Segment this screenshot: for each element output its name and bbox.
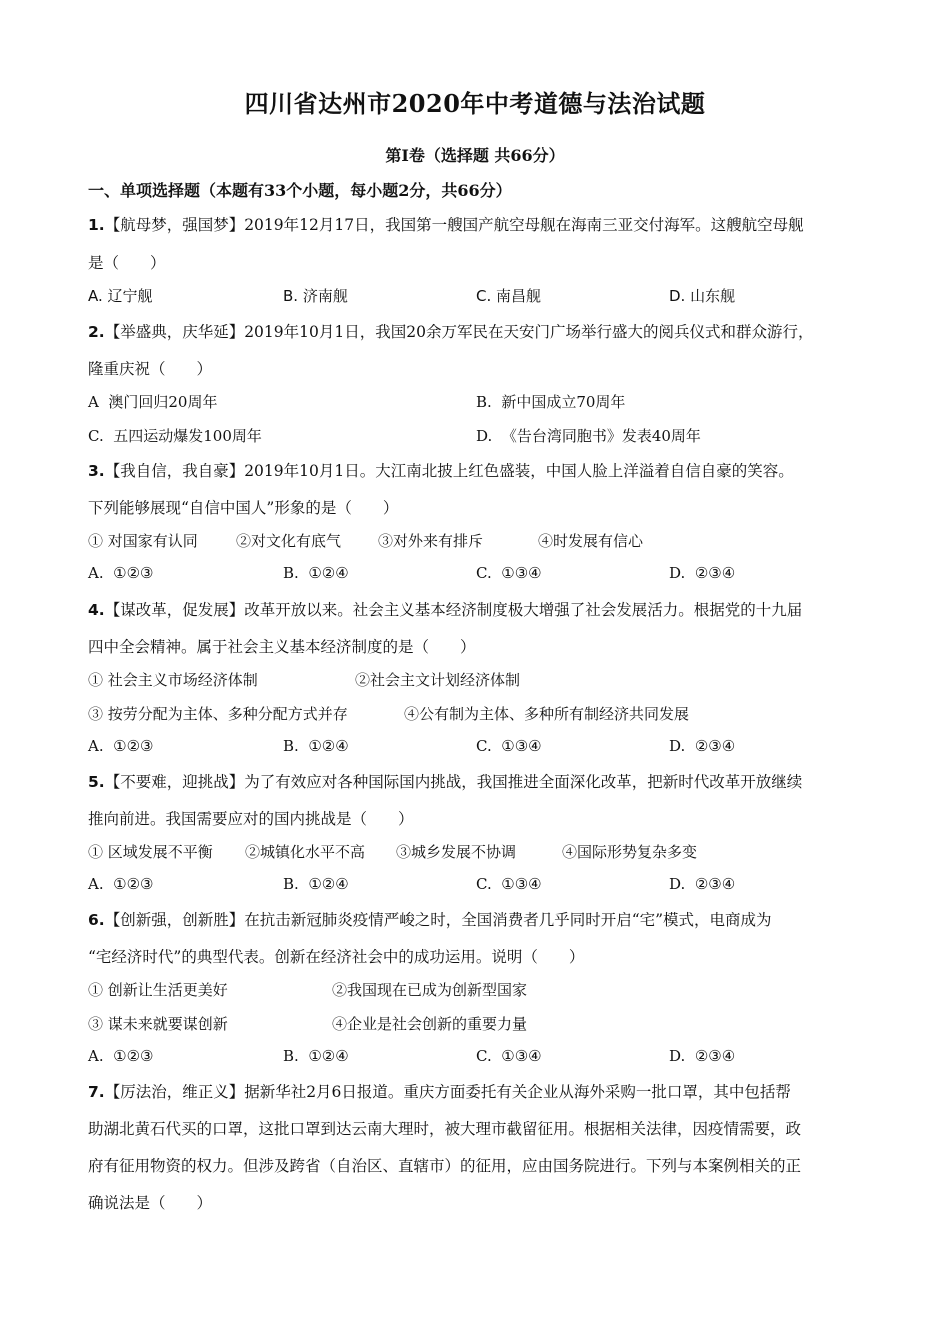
q4-option-a: A. ①②③ <box>88 737 154 755</box>
q3-item-1: ① 对国家有认同 <box>88 532 198 550</box>
section-heading: 一、单项选择题（本题有33个小题，每小题2分，共66分） <box>88 181 512 200</box>
question-text: 【航母梦，强国梦】2019年12月17日，我国第一艘国产航空母舰在海南三亚交付海军。这艘航空母舰 <box>104 216 804 234</box>
question-number: 1. <box>88 216 105 234</box>
q6-item-3: ③ 谋未来就要谋创新 <box>88 1015 228 1033</box>
question-number: 5. <box>88 773 105 791</box>
q4-item-1: ① 社会主义市场经济体制 <box>88 671 258 689</box>
q3-option-c: C. ①③④ <box>476 564 542 582</box>
q6-item-4: ④企业是社会创新的重要力量 <box>332 1015 528 1033</box>
question-number: 4. <box>88 601 105 619</box>
part-subtitle: 第I卷（选择题 共66分） <box>385 146 565 165</box>
question-number: 2. <box>88 323 105 341</box>
q6-option-c: C. ①③④ <box>476 1047 542 1065</box>
question-2-line-1 <box>88 320 813 342</box>
q5-item-1: ① 区域发展不平衡 <box>88 843 213 861</box>
q3-option-d: D. ②③④ <box>669 564 736 582</box>
q3-item-3: ③对外来有排斥 <box>378 532 484 550</box>
question-7-line-4: 确说法是（ ） <box>88 1194 213 1212</box>
question-number: 3. <box>88 462 105 480</box>
question-1-line-1 <box>88 213 804 235</box>
question-4-line-2: 四中全会精神。属于社会主义基本经济制度的是（ ） <box>88 638 476 656</box>
q6-option-d: D. ②③④ <box>669 1047 736 1065</box>
q3-option-a: A. ①②③ <box>88 564 154 582</box>
q2-option-b: B. 新中国成立70周年 <box>476 393 626 411</box>
q5-item-2: ②城镇化水平不高 <box>245 843 366 861</box>
q5-item-3: ③城乡发展不协调 <box>396 843 517 861</box>
question-text: 【我自信，我自豪】2019年10月1日。大江南北披上红色盛装，中国人脸上洋溢着自信自豪的笑容。 <box>104 462 794 480</box>
q5-option-b: B. ①②④ <box>283 875 349 893</box>
question-7-line-1 <box>88 1080 791 1102</box>
question-5-line-1 <box>88 770 802 792</box>
q1-option-a: A. 辽宁舰 <box>88 287 153 305</box>
question-5-line-2: 推向前进。我国需要应对的国内挑战是（ ） <box>88 810 414 828</box>
q4-item-3: ③ 按劳分配为主体、多种分配方式并存 <box>88 705 348 723</box>
q4-option-c: C. ①③④ <box>476 737 542 755</box>
q5-option-a: A. ①②③ <box>88 875 154 893</box>
q4-option-b: B. ①②④ <box>283 737 349 755</box>
question-1-line-2: 是（ ） <box>88 254 166 272</box>
question-text: 【创新强，创新胜】在抗击新冠肺炎疫情严峻之时，全国消费者几乎同时开启“宅”模式，电商成为 <box>104 911 772 929</box>
q2-option-a: A 澳门回归20周年 <box>88 393 218 411</box>
question-number: 6. <box>88 911 105 929</box>
q2-option-d: D. 《告台湾同胞书》发表40周年 <box>476 427 701 445</box>
question-4-line-1 <box>88 598 802 620</box>
q6-item-2: ②我国现在已成为创新型国家 <box>332 981 528 999</box>
question-6-line-2: “宅经济时代”的典型代表。创新在经济社会中的成功运用。说明（ ） <box>88 948 585 966</box>
question-7-line-3: 府有征用物资的权力。但涉及跨省（自治区、直辖市）的征用，应由国务院进行。下列与本案例相关的正 <box>88 1157 802 1175</box>
question-3-line-1 <box>88 459 794 481</box>
q5-option-d: D. ②③④ <box>669 875 736 893</box>
q5-item-4: ④国际形势复杂多变 <box>562 843 698 861</box>
q3-option-b: B. ①②④ <box>283 564 349 582</box>
q3-item-2: ②对文化有底气 <box>236 532 342 550</box>
q1-option-b: B. 济南舰 <box>283 287 348 305</box>
question-7-line-2: 助湖北黄石代买的口罩，这批口罩到达云南大理时，被大理市截留征用。根据相关法律，因疫情需要，政 <box>88 1120 802 1138</box>
question-text: 【厉法治，维正义】据新华社2月6日报道。重庆方面委托有关企业从海外采购一批口罩，其中包括帮 <box>104 1083 791 1101</box>
q6-option-b: B. ①②④ <box>283 1047 349 1065</box>
q1-option-c: C. 南昌舰 <box>476 287 542 305</box>
question-6-line-1 <box>88 908 772 930</box>
question-number: 7. <box>88 1083 105 1101</box>
q5-option-c: C. ①③④ <box>476 875 542 893</box>
q4-option-d: D. ②③④ <box>669 737 736 755</box>
question-3-line-2: 下列能够展现“自信中国人”形象的是（ ） <box>88 499 399 517</box>
q4-item-4: ④公有制为主体、多种所有制经济共同发展 <box>404 705 690 723</box>
question-text: 【谋改革，促发展】改革开放以来。社会主义基本经济制度极大增强了社会发展活力。根据党的十九届 <box>104 601 803 619</box>
page-title: 四川省达州市2020年中考道德与法治试题 <box>244 89 706 118</box>
question-text: 【不要难，迎挑战】为了有效应对各种国际国内挑战，我国推进全面深化改革，把新时代改革开放继续 <box>104 773 803 791</box>
q4-item-2: ②社会主文计划经济体制 <box>355 671 521 689</box>
q2-option-c: C. 五四运动爆发100周年 <box>88 427 262 445</box>
q1-option-d: D. 山东舰 <box>669 287 736 305</box>
question-text: 【举盛典，庆华延】2019年10月1日，我国20余万军民在天安门广场举行盛大的阅兵仪式和群众游行， <box>104 323 814 341</box>
q6-option-a: A. ①②③ <box>88 1047 154 1065</box>
q3-item-4: ④时发展有信心 <box>538 532 644 550</box>
question-2-line-2: 隆重庆祝（ ） <box>88 360 213 378</box>
q6-item-1: ① 创新让生活更美好 <box>88 981 228 999</box>
